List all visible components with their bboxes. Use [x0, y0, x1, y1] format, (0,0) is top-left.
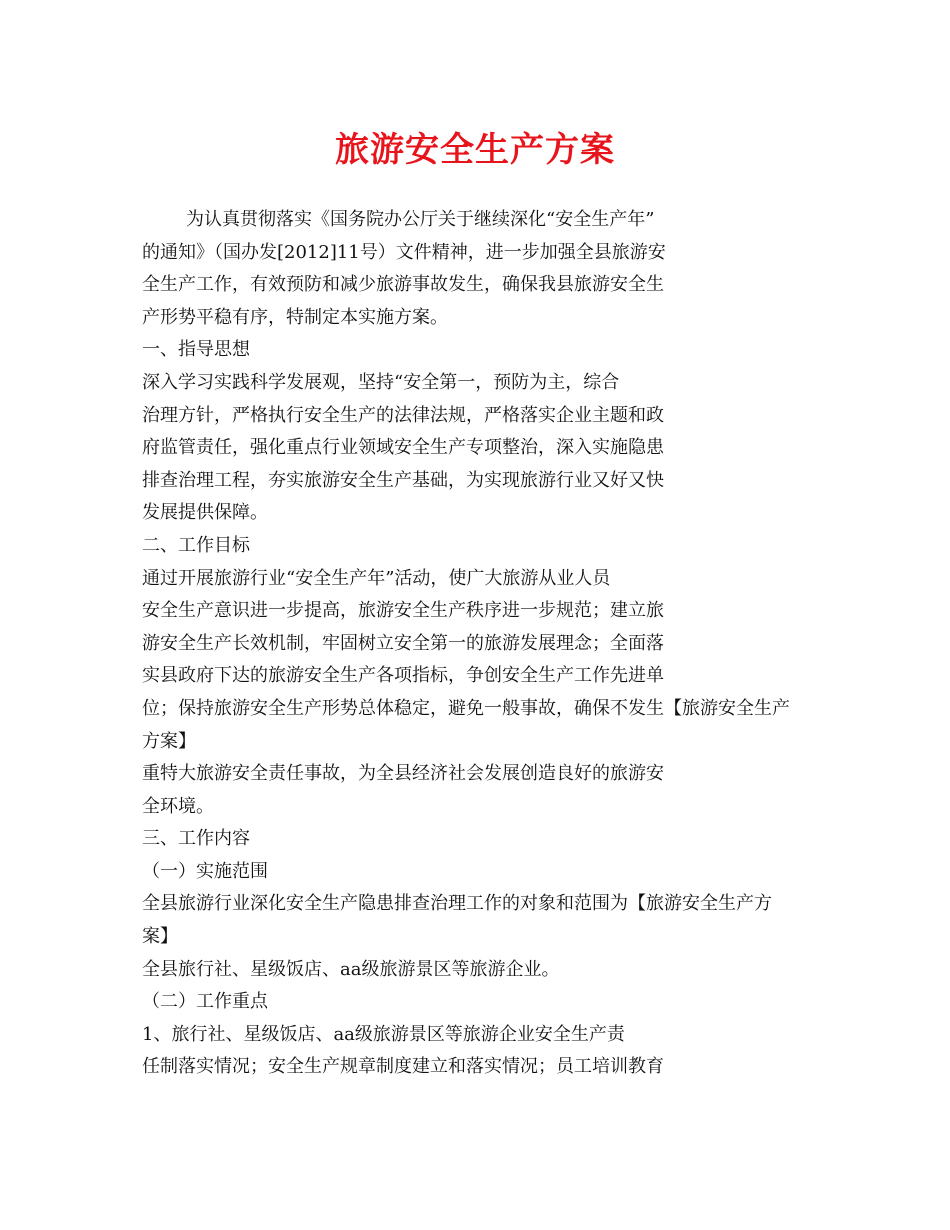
- paragraph-line: 位；保持旅游安全生产形势总体稳定，避免一般事故，确保不发生【旅游安全生产: [142, 697, 790, 719]
- subsection-heading: （二）工作重点: [142, 991, 268, 1013]
- paragraph-line: 全环境。: [142, 795, 214, 817]
- paragraph-line: 通过开展旅游行业“安全生产年”活动，使广大旅游从业人员: [142, 567, 611, 589]
- paragraph-line: 全县旅游行业深化安全生产隐患排查治理工作的对象和范围为【旅游安全生产方: [142, 893, 772, 915]
- paragraph-line: 深入学习实践科学发展观，坚持“安全第一，预防为主，综合: [142, 371, 620, 393]
- paragraph-line: 1、旅行社、星级饭店、aa级旅游景区等旅游企业安全生产责: [142, 1023, 625, 1045]
- paragraph-line: 任制落实情况；安全生产规章制度建立和落实情况；员工培训教育: [142, 1056, 664, 1078]
- paragraph-line: 重特大旅游安全责任事故，为全县经济社会发展创造良好的旅游安: [142, 763, 664, 785]
- paragraph-line: 全县旅行社、星级饭店、aa级旅游景区等旅游企业。: [142, 958, 560, 980]
- paragraph-line: 全生产工作，有效预防和减少旅游事故发生，确保我县旅游安全生: [142, 274, 664, 296]
- paragraph-line: 产形势平稳有序，特制定本实施方案。: [142, 306, 448, 328]
- section-heading: 二、工作目标: [142, 534, 250, 556]
- paragraph-line: 发展提供保障。: [142, 502, 268, 524]
- document-title: 旅游安全生产方案: [335, 130, 615, 170]
- paragraph-line: 案】: [142, 926, 178, 948]
- section-heading: 三、工作内容: [142, 828, 250, 850]
- paragraph-line: 的通知》（国办发[2012]11号）文件精神，进一步加强全县旅游安: [142, 241, 666, 263]
- paragraph-line: 实县政府下达的旅游安全生产各项指标，争创安全生产工作先进单: [142, 665, 664, 687]
- paragraph-line: 安全生产意识进一步提高，旅游安全生产秩序进一步规范；建立旅: [142, 600, 664, 622]
- paragraph-line: 治理方针，严格执行安全生产的法律法规，严格落实企业主题和政: [142, 404, 664, 426]
- document-body: [142, 204, 832, 1084]
- paragraph-line: 方案】: [142, 730, 196, 752]
- subsection-heading: （一）实施范围: [142, 860, 268, 882]
- section-heading: 一、指导思想: [142, 339, 250, 361]
- paragraph-line: 排查治理工程，夯实旅游安全生产基础，为实现旅游行业又好又快: [142, 469, 664, 491]
- paragraph-line: 游安全生产长效机制，牢固树立安全第一的旅游发展理念；全面落: [142, 632, 664, 654]
- paragraph-line: 府监管责任，强化重点行业领域安全生产专项整治，深入实施隐患: [142, 437, 664, 459]
- paragraph-line: 为认真贯彻落实《国务院办公厅关于继续深化“安全生产年”: [186, 209, 655, 230]
